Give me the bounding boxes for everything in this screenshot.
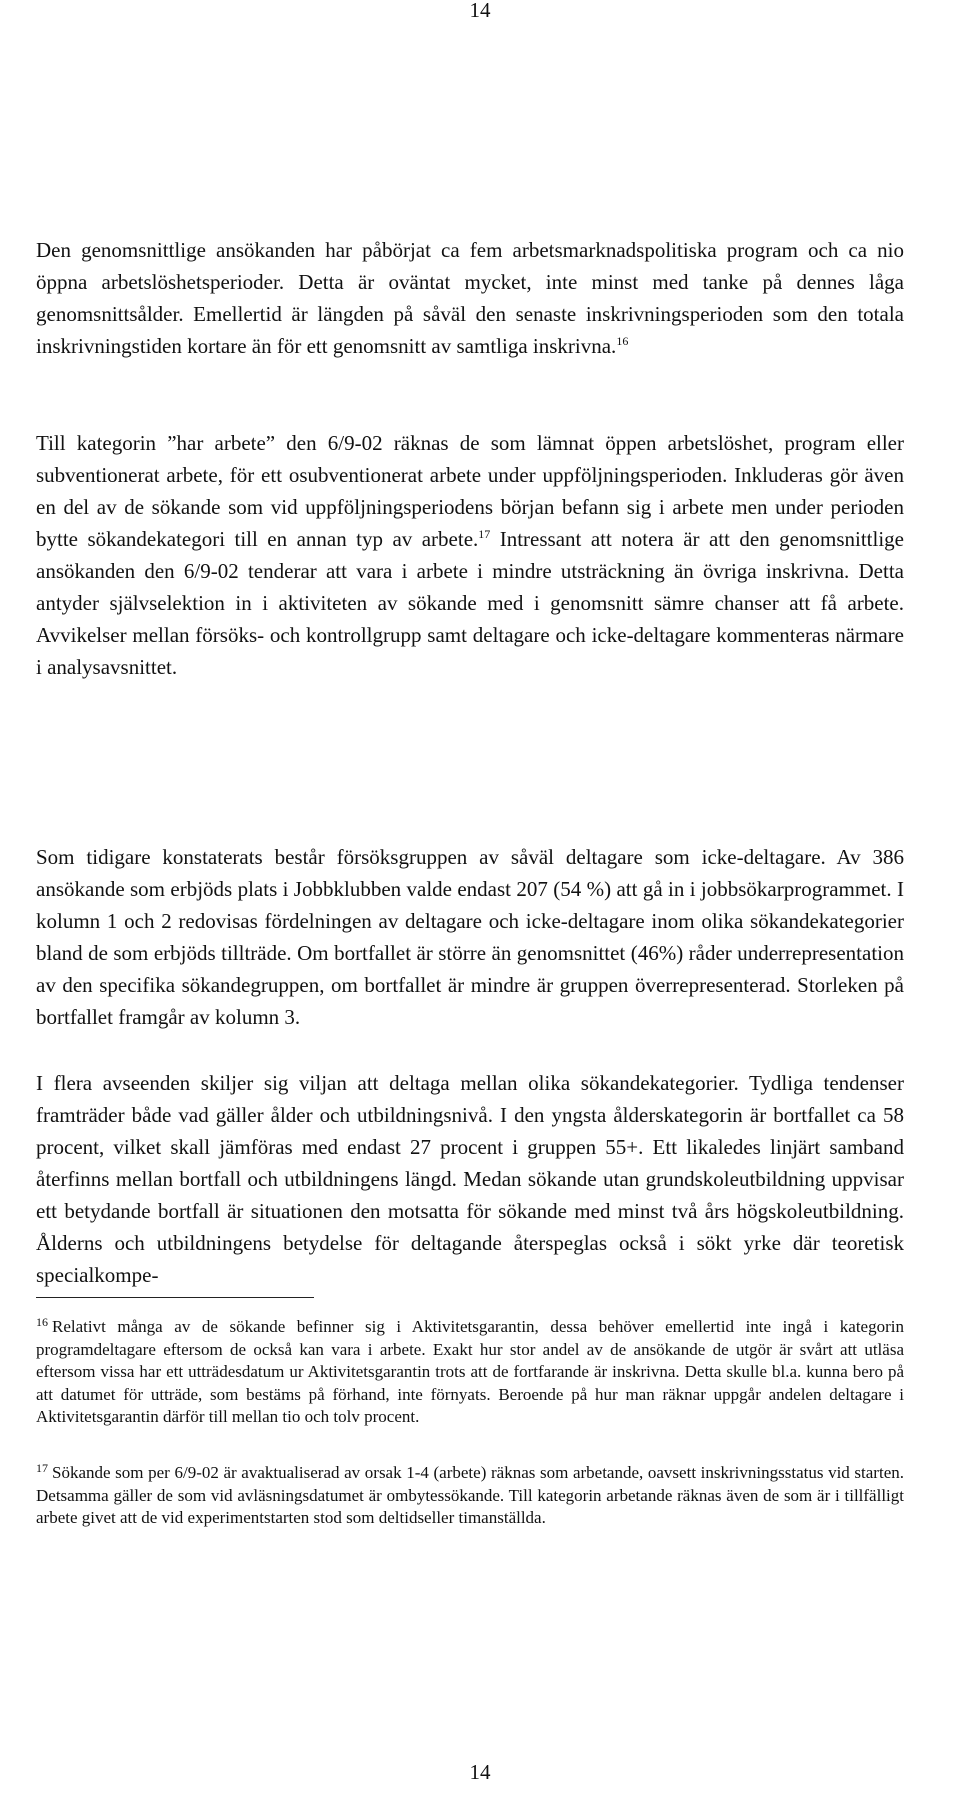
- page-number-top: 14: [469, 0, 491, 22]
- paragraph-text: Den genomsnittlige ansökanden har påbörjat ca fem arbetsmarknadspolitiska program och ca nio öppna arbetslöshetsperioder. Detta är oväntat mycket, inte minst med tanke på dennes låga genomsnittsålder. Emellertid är längden på såväl den senaste inskrivningsperioden som den totala inskrivningstiden kortare än för ett genomsnitt av samtliga inskrivna.: [36, 238, 904, 358]
- footnote-17: [36, 1462, 904, 1530]
- footnote-separator: [36, 1297, 314, 1298]
- section-heading: [36, 778, 48, 812]
- footnote-text: Relativt många av de sökande befinner sig i Aktivitetsgarantin, dessa behöver emellertid inte ingå i kategorin programdeltagare eftersom de också kan vara i arbete. Exakt hur stor andel av de ansökande de utgör är svårt att utläsa eftersom vissa har ett utträdesdatum ur Aktivitetsgarantin trots att de fortfarande är inskrivna. Detta skulle bl.a. kunna bero på att datumet för utträde, som bestäms på förhand, inte förnyats. Beroende på hur man räknar uppgår andelen deltagare i Aktivitetsgarantin därför till mellan tio och tolv procent.: [36, 1317, 904, 1426]
- body-paragraph-1: [36, 234, 904, 362]
- footnote-16: [36, 1316, 904, 1429]
- paragraph-text-part-a: Till kategorin ”har arbete” den 6/9-02 räknas de som lämnat öppen arbetslöshet, program eller subventionerat arbete, för ett osubventionerat arbete under uppföljningsperioden. Inkluderas gör även en del av de sökande som vid uppföljningsperiodens början befann sig i arbete men under perioden bytte sökandekategori till en annan typ av arbete.: [36, 431, 904, 551]
- page-number-bottom: 14: [469, 1760, 491, 1784]
- footnote-mark: 17: [36, 1461, 48, 1475]
- body-paragraph-2: [36, 427, 904, 683]
- footnote-reference-16: 16: [616, 334, 629, 348]
- footnote-mark: 16: [36, 1315, 48, 1329]
- footnote-reference-17: 17: [478, 527, 491, 541]
- body-paragraph-3: Som tidigare konstaterats består försöksgruppen av såväl deltagare som icke-deltagare. Av 386 ansökande som erbjöds plats i Jobbklubben valde endast 207 (54 %) att gå in i jobbsökarprogrammet. I kolumn 1 och 2 redovisas fördelningen av deltagare och icke-deltagare inom olika sökandekategorier bland de som erbjöds tillträde. Om bortfallet är större än genomsnittet (46%) råder underrepresentation av den specifika sökandegruppen, om bortfallet är mindre är gruppen överrepresenterad. Storleken på bortfallet framgår av kolumn 3.: [36, 845, 904, 1029]
- paragraph-text-part-b: Intressant att notera är att den genomsnittlige ansökanden den 6/9-02 tenderar att vara i arbete i mindre utsträckning än övriga inskrivna. Detta antyder självselektion in i aktiviteten av sökande med i genomsnitt sämre chanser att få arbete. Avvikelser mellan försöks- och kontrollgrupp samt deltagare och icke-deltagare kommenteras närmare i analysavsnittet.: [36, 527, 904, 679]
- footnote-text: Sökande som per 6/9-02 är avaktualiserad av orsak 1-4 (arbete) räknas som arbetande, oavsett inskrivningsstatus vid starten. Detsamma gäller de som vid avläsningsdatumet är ombytessökande. Till kategorin arbetande räknas även de som är i tillfälligt arbete givet att de vid experimentstarten stod som deltidseller timanställda.: [36, 1463, 904, 1527]
- body-paragraph-4: I flera avseenden skiljer sig viljan att deltaga mellan olika sökandekategorier. Tydliga tendenser framträder både vad gäller ålder och utbildningsnivå. I den yngsta ålderskategorin är bortfallet ca 58 procent, vilket skall jämföras med endast 27 procent i gruppen 55+. Ett likaledes linjärt samband återfinns mellan bortfall och utbildningens längd. Medan sökande utan grundskoleutbildning uppvisar ett betydande bortfall är situationen den motsatta för sökande med minst två års högskoleutbildning. Ålderns och utbildningens betydelse för deltagande återspeglas också i sökt yrke där teoretisk specialkompe-: [36, 1071, 904, 1287]
